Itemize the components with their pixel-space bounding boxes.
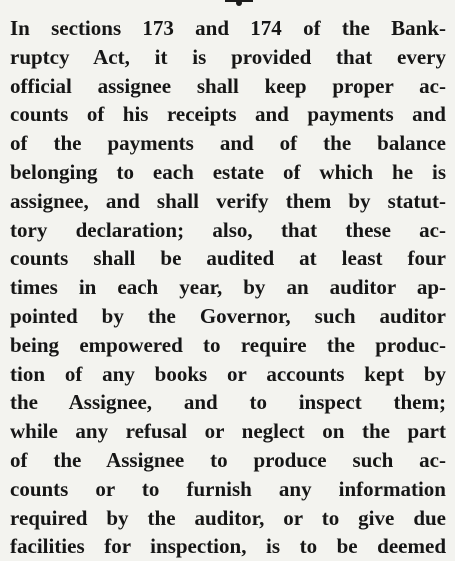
ornament-divider xyxy=(225,0,253,8)
text-line: counts of his receipts and payments and xyxy=(10,102,446,127)
text-line: pointed by the Governor, such auditor xyxy=(10,303,446,328)
text-line: In sections 173 and 174 of the Bank- xyxy=(10,16,446,40)
text-line: belonging to each estate of which he is xyxy=(10,159,446,184)
text-line: ruptcy Act, it is provided that every xyxy=(10,44,446,69)
text-line: official assignee shall keep proper ac- xyxy=(10,73,446,98)
text-line: tory declaration; also, that these ac- xyxy=(10,217,446,242)
text-line: the Assignee, and to inspect them; xyxy=(10,390,446,415)
ornament-dot xyxy=(236,0,242,6)
text-line: assignee, and shall verify them by statut- xyxy=(10,188,446,213)
text-line: tion of any books or accounts kept by xyxy=(10,361,446,386)
text-line: counts or to furnish any information xyxy=(10,476,446,501)
text-line: of the Assignee to produce such ac- xyxy=(10,447,446,472)
article-body xyxy=(10,14,446,561)
text-line: times in each year, by an auditor ap- xyxy=(10,275,446,300)
text-line: being empowered to require the produc- xyxy=(10,332,446,357)
text-line: facilities for inspection, is to be deemed xyxy=(10,534,446,559)
text-line: while any refusal or neglect on the part xyxy=(10,419,446,444)
text-line: required by the auditor, or to give due xyxy=(10,505,446,530)
text-line: counts shall be audited at least four xyxy=(10,246,446,271)
text-line: of the payments and of the balance xyxy=(10,131,446,156)
